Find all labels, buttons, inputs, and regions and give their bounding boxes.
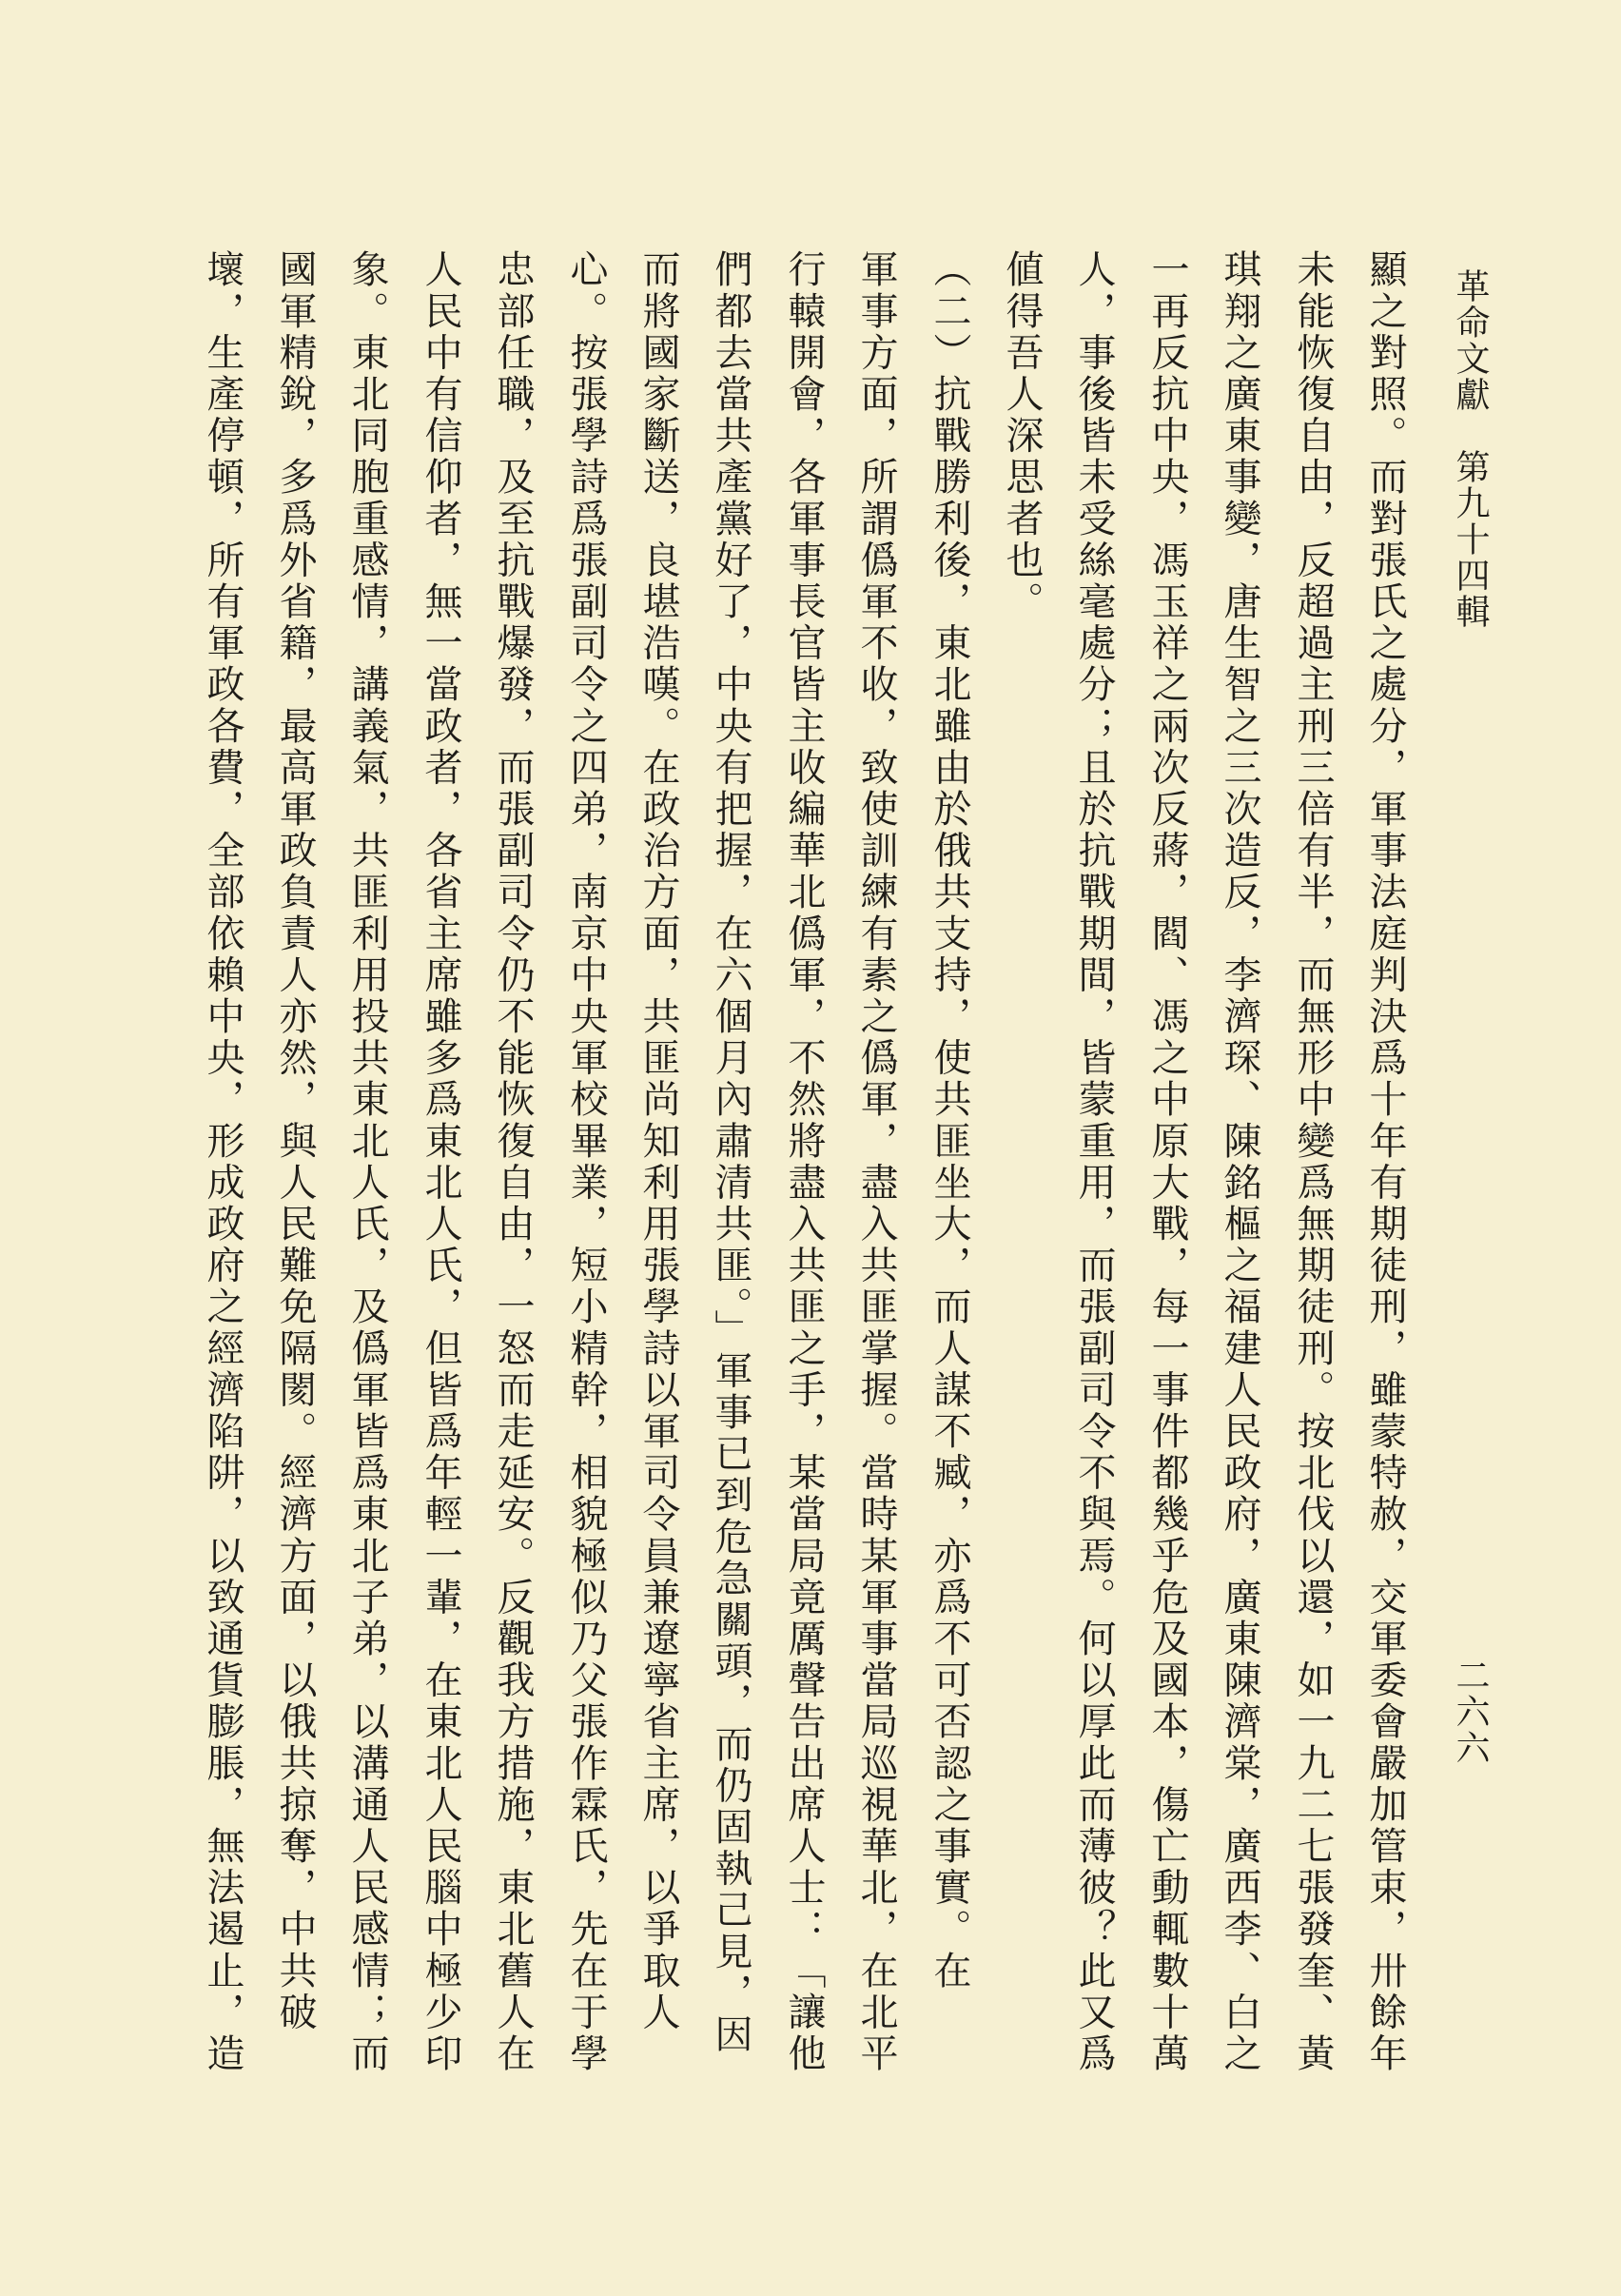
text-column: 一再反抗中央，馮玉祥之兩次反蔣，閻、馮之中原大戰，每一事件都幾乎危及國本，傷亡動輒數十萬 xyxy=(1145,249,1189,2075)
text-column: 人，事後皆未受絲毫處分；且於抗戰期間，皆蒙重用，而張副司令不與焉。何以厚此而薄彼？此又爲 xyxy=(1072,249,1116,2075)
page-number: 二六六 xyxy=(1451,1658,1490,1766)
text-column: 壞，生產停頓，所有軍政各費，全部依賴中央，形成政府之經濟陷阱，以致通貨膨脹，無法遏止，造 xyxy=(201,249,244,2075)
text-column: 國軍精銳，多爲外省籍，最高軍政負責人亦然，與人民難免隔閡。經濟方面，以俄共掠奪，中共破 xyxy=(273,249,317,2033)
text-column: 心。按張學詩爲張副司令之四弟，南京中央軍校畢業，短小精幹，相貌極似乃父張作霖氏，先在于學 xyxy=(564,249,608,2075)
text-column: 顯之對照。而對張氏之處分，軍事法庭判決爲十年有期徒刑，雖蒙特赦，交軍委會嚴加管束，卅餘年 xyxy=(1363,249,1407,2075)
text-column: 而將國家斷送，良堪浩嘆。在政治方面，共匪尚知利用張學詩以軍司令員兼遼寧省主席，以爭取人 xyxy=(636,249,680,2033)
text-column: 軍事方面，所謂僞軍不收，致使訓練有素之僞軍，盡入共匪掌握。當時某軍事當局巡視華北，在北平 xyxy=(854,249,898,2075)
text-column: 人民中有信仰者，無一當政者，各省主席雖多爲東北人氏，但皆爲年輕一輩，在東北人民腦中極少印 xyxy=(419,249,462,2075)
text-column: （二）抗戰勝利後，東北雖由於俄共支持，使共匪坐大，而人謀不臧，亦爲不可否認之事實。在 xyxy=(928,249,971,1992)
text-column: 琪翔之廣東事變，唐生智之三次造反，李濟琛、陳銘樞之福建人民政府，廣東陳濟棠，廣西李、白之 xyxy=(1218,249,1261,2075)
text-column: 未能恢復自由，反超過主刑三倍有半，而無形中變爲無期徒刑。按北伐以還，如一九二七張發奎、黃 xyxy=(1291,249,1335,2075)
text-column: 們都去當共產黨好了，中央有把握，在六個月內肅清共匪。」軍事已到危急關頭，而仍固執己見，因 xyxy=(709,249,752,2056)
text-column: 象。東北同胞重感情，講義氣，共匪利用投共東北人氏，及僞軍皆爲東北子弟，以溝通人民感情；而 xyxy=(345,249,389,2075)
text-column: 行轅開會，各軍事長官皆主收編華北僞軍，不然將盡入共匪之手，某當局竟厲聲告出席人士：「讓他 xyxy=(782,249,826,2075)
running-header-title: 革命文獻 第九十四輯 xyxy=(1451,268,1490,630)
text-column: 値得吾人深思者也。 xyxy=(1000,249,1044,623)
text-column: 忠部任職，及至抗戰爆發，而張副司令仍不能恢復自由，一怒而走延安。反觀我方措施，東北舊人在 xyxy=(491,249,535,2075)
